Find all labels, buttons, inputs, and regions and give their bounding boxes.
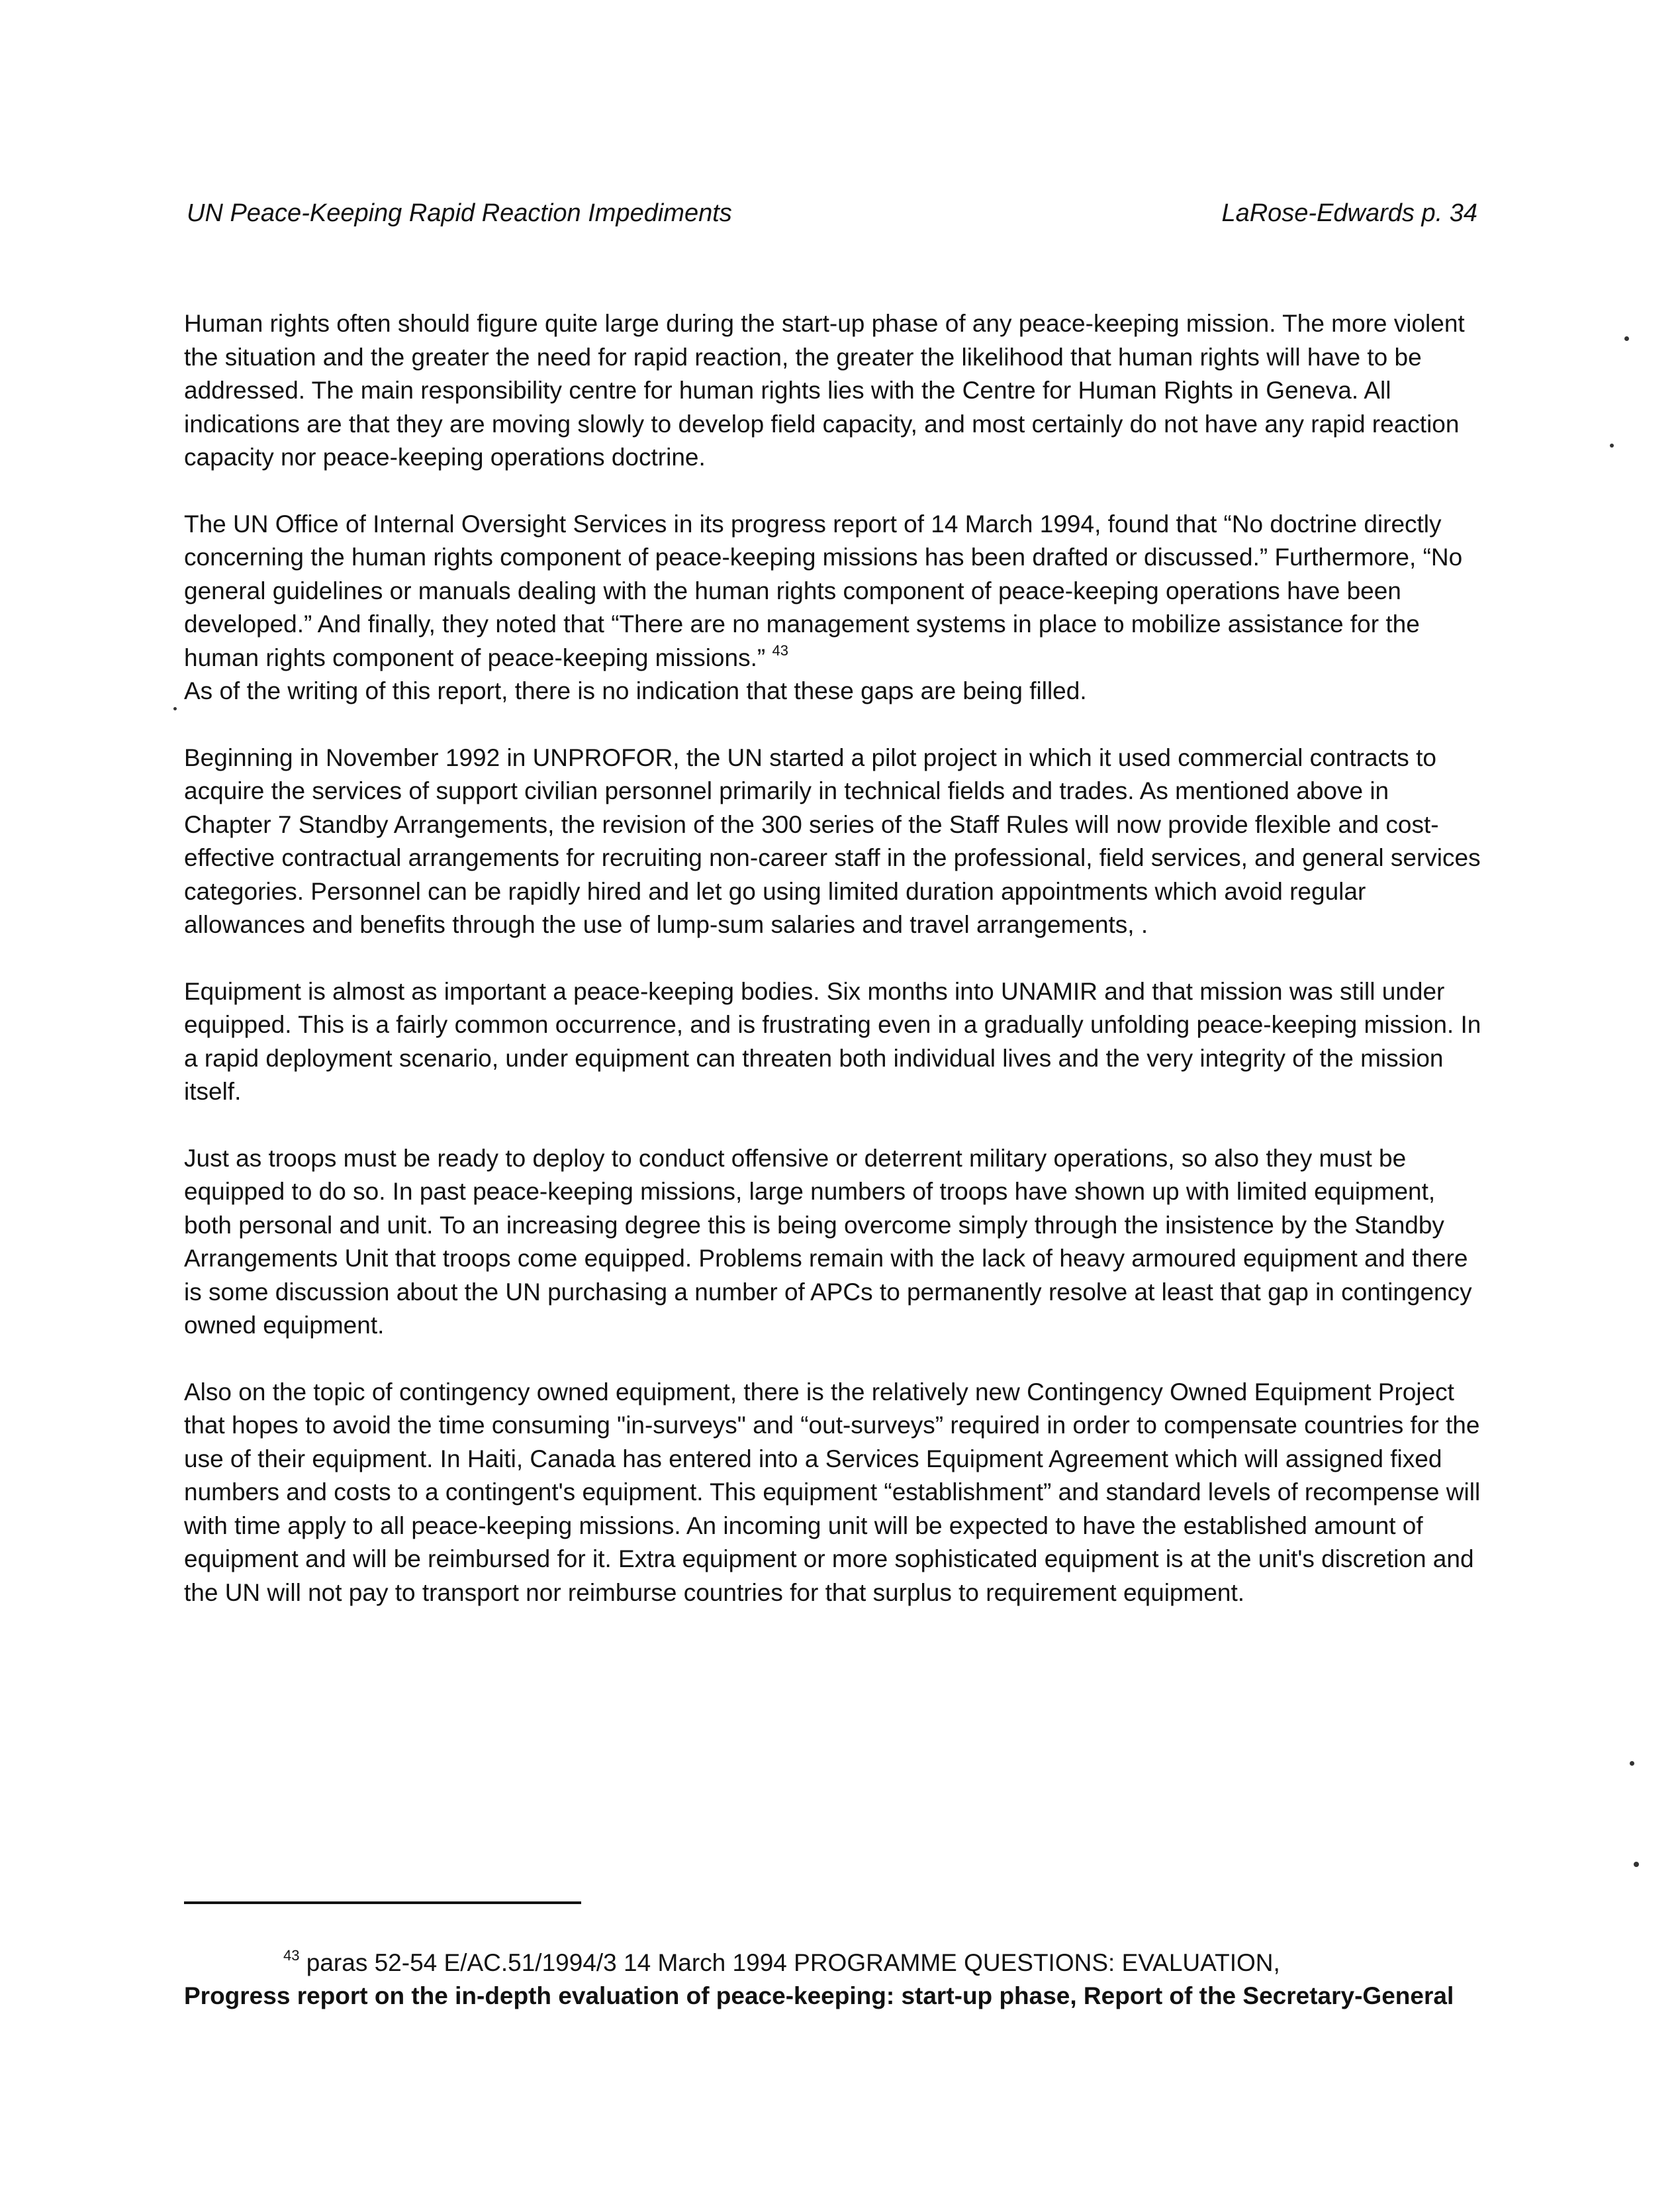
body-text [184, 307, 1481, 1643]
footnote-text: paras 52-54 E/AC.51/1994/3 14 March 1994 PROGRAMME QUESTIONS: EVALUATION, [306, 1949, 1280, 1976]
paragraph-unprofor: Beginning in November 1992 in UNPROFOR, the UN started a pilot project in which it used commercial contracts to acquire the services of support civilian personnel primarily in technical fields and trades. As mentioned above in Chapter 7 Standby Arrangements, the revision of the 300 series of the Staff Rules will now provide flexible and cost-effective contractual arrangements for recruiting non-career staff in the professional, field services, and general services categories. Personnel can be rapidly hired and let go using limited duration appointments which avoid regular allowances and benefits through the use of lump-sum salaries and travel arrangements, . [184, 743, 1481, 938]
scan-speck [1624, 336, 1629, 341]
paragraph-equipment: Equipment is almost as important a peace-keeping bodies. Six months into UNAMIR and that mission was still under equipped. This is a fairly common occurrence, and is frustrating even in a gradually unfolding peace-keeping mission. In a rapid deployment scenario, under equipment can threaten both individual lives and the very integrity of the mission itself. [184, 977, 1481, 1105]
scan-speck [1610, 444, 1614, 448]
footnote-reference: 43 [772, 642, 788, 659]
running-header-title: UN Peace-Keeping Rapid Reaction Impediments [187, 199, 732, 227]
scan-speck [1634, 1862, 1639, 1867]
paragraph-contingency: Also on the topic of contingency owned equipment, there is the relatively new Contingency Owned Equipment Project that hopes to avoid the time consuming "in-surveys" and “out-surveys” required in order to compensate countries for the use of their equipment. In Haiti, Canada has entered into a Services Equipment Agreement which will assigned fixed numbers and costs to a contingent's equipment. This equipment “establishment” and standard levels of recompense will with time apply to all peace-keeping missions. An incoming unit will be expected to have the established amount of equipment and will be reimbursed for it. Extra equipment or more sophisticated equipment is at the unit's discretion and the UN will not pay to transport nor reimburse countries for that surplus to requirement equipment. [184, 1378, 1481, 1606]
paragraph-oversight [184, 508, 1481, 708]
oversight-text: The UN Office of Internal Oversight Services in its progress report of 14 March 1994, found that “No doctrine directly concerning the human rights component of peace-keeping missions has been drafted or discussed.” Furthermore, “No general guidelines or manuals dealing with the human rights component of peace-keeping operations have been developed.” And finally, they noted that “There are no management systems in place to mobilize assistance for the human rights component of peace-keeping missions.” [184, 510, 1463, 671]
scan-speck [173, 707, 177, 710]
oversight-after-text: As of the writing of this report, there is no indication that these gaps are being filled. [184, 677, 1087, 704]
footnote [184, 1946, 1481, 2013]
scan-speck [1630, 1761, 1634, 1766]
footnote-report-title: Progress report on the in-depth evaluation of peace-keeping: start-up phase, Report of the Secretary-General [184, 1982, 1454, 2009]
footnote-number: 43 [283, 1947, 300, 1964]
paragraph-troops: Just as troops must be ready to deploy to conduct offensive or deterrent military operations, so also they must be equipped to do so. In past peace-keeping missions, large numbers of troops have shown up with limited equipment, both personal and unit. To an increasing degree this is being overcome simply through the insistence by the Standby Arrangements Unit that troops come equipped. Problems remain with the lack of heavy armoured equipment and there is some discussion about the UN purchasing a number of APCs to permanently resolve at least that gap in contingency owned equipment. [184, 1144, 1472, 1339]
paragraph-human-rights: Human rights often should figure quite large during the start-up phase of any peace-keeping mission. The more violent the situation and the greater the need for rapid reaction, the greater the likelihood that human rights will have to be addressed. The main responsibility centre for human rights lies with the Centre for Human Rights in Geneva. All indications are that they are moving slowly to develop field capacity, and most certainly do not have any rapid reaction capacity nor peace-keeping operations doctrine. [184, 310, 1465, 471]
running-header-author-page: LaRose-Edwards p. 34 [1221, 199, 1477, 227]
footnote-separator-rule [184, 1901, 581, 1904]
footnote-line [184, 1946, 1481, 1980]
